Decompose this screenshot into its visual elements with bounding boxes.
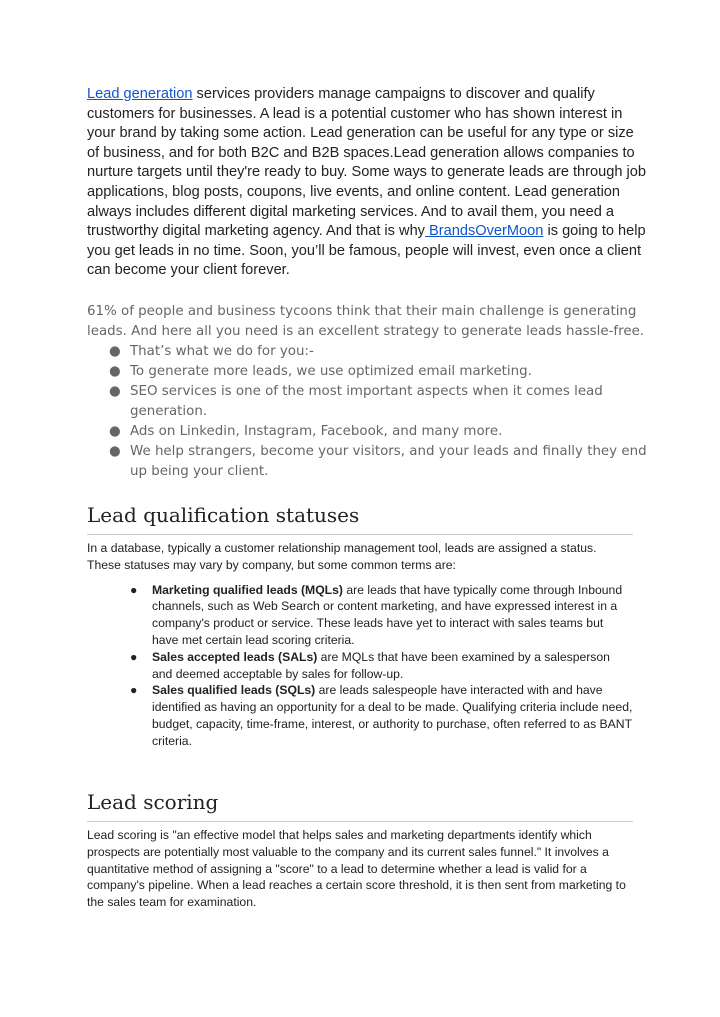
qualification-list: [87, 582, 633, 750]
section-divider: [87, 534, 633, 535]
qualification-section: [87, 540, 633, 750]
lead-generation-link[interactable]: Lead generation: [87, 86, 193, 102]
section-divider: [87, 821, 633, 822]
list-item-text: To generate more leads, we use optimized email marketing.: [130, 364, 532, 379]
bullet-icon: ●: [109, 344, 121, 359]
qualification-intro: In a database, typically a customer relationship management tool, leads are assigned a status. These statuses may vary by company, but some common terms are:: [87, 541, 597, 572]
bullet-icon: ●: [130, 683, 138, 698]
lead-qualification-heading: Lead qualification statuses: [87, 503, 360, 527]
brandsovermoon-link[interactable]: BrandsOverMoon: [424, 223, 544, 240]
status-description: are leads salespeople have interacted with and have identified as having an opportunity for a deal to be made. Qualifying criteria include need, budget, capacity, time-frame, interest, or authority to purchase, often referred to as BANT criteria.: [152, 683, 633, 748]
bullet-icon: ●: [109, 424, 121, 439]
list-item-text: We help strangers, become your visitors, and your leads and finally they end up being your client.: [130, 444, 647, 479]
bullet-icon: ●: [130, 582, 138, 597]
list-item: [87, 362, 647, 382]
lead-scoring-heading: Lead scoring: [87, 790, 219, 814]
intro-paragraph: [87, 85, 647, 281]
intro-text-part-1: services providers manage campaigns to discover and qualify customers for businesses. A lead is a potential customer who has shown interest in your brand by taking some action. Lead generation can be useful for any type or size of business, and for both B2C and B2B spaces.Lead generation allows companies to nurture targets until they're ready to buy. Some ways to generate leads are through job applications, blog posts, coupons, live events, and online content. Lead generation always includes different digital marketing services. And to avail them, you need a trustworthy digital marketing agency. And that is why: [87, 86, 647, 240]
status-term: Sales qualified leads (SQLs): [152, 683, 316, 698]
list-item: [87, 649, 633, 683]
challenge-list: [87, 342, 647, 482]
status-term: Marketing qualified leads (MQLs): [152, 582, 343, 597]
list-item: [87, 342, 647, 362]
bullet-icon: ●: [130, 649, 138, 664]
list-item: [87, 442, 647, 482]
challenge-section: [87, 302, 647, 482]
bullet-icon: ●: [109, 444, 121, 459]
challenge-paragraph: 61% of people and business tycoons think that their main challenge is generating leads. And here all you need is an excellent strategy to generate leads hassle-free.: [87, 304, 645, 339]
bullet-icon: ●: [109, 364, 121, 379]
status-description: are MQLs that have been examined by a salesperson and deemed acceptable by sales for follow-up.: [152, 649, 610, 681]
scoring-paragraph: Lead scoring is "an effective model that helps sales and marketing departments identify which prospects are potentially most valuable to the company and its current sales funnel." It involves a quantitative method of assigning a "score" to a lead to determine whether a lead is valid for a company's pipeline. When a lead reaches a certain score threshold, it is then sent from marketing to the sales team for examination.: [87, 828, 626, 910]
scoring-section: [87, 827, 633, 911]
list-item: [87, 422, 647, 442]
status-description: are leads that have typically come through Inbound channels, such as Web Search or content marketing, and have expressed interest in a company's product or service. These leads have yet to interact with sales teams but have met certain lead scoring criteria.: [152, 582, 623, 647]
intro-text-part-2: is going to help you get leads in no time. Soon, you’ll be famous, people will invest, even once a client can become your client forever.: [87, 223, 646, 279]
status-term: Sales accepted leads (SALs): [152, 649, 318, 664]
bullet-icon: ●: [109, 384, 121, 399]
list-item: [87, 582, 633, 649]
list-item-text: That’s what we do for you:-: [130, 344, 314, 359]
list-item-text: Ads on Linkedin, Instagram, Facebook, and many more.: [130, 424, 503, 439]
list-item: [87, 682, 633, 749]
list-item-text: SEO services is one of the most important aspects when it comes lead generation.: [130, 384, 603, 419]
list-item: [87, 382, 647, 422]
